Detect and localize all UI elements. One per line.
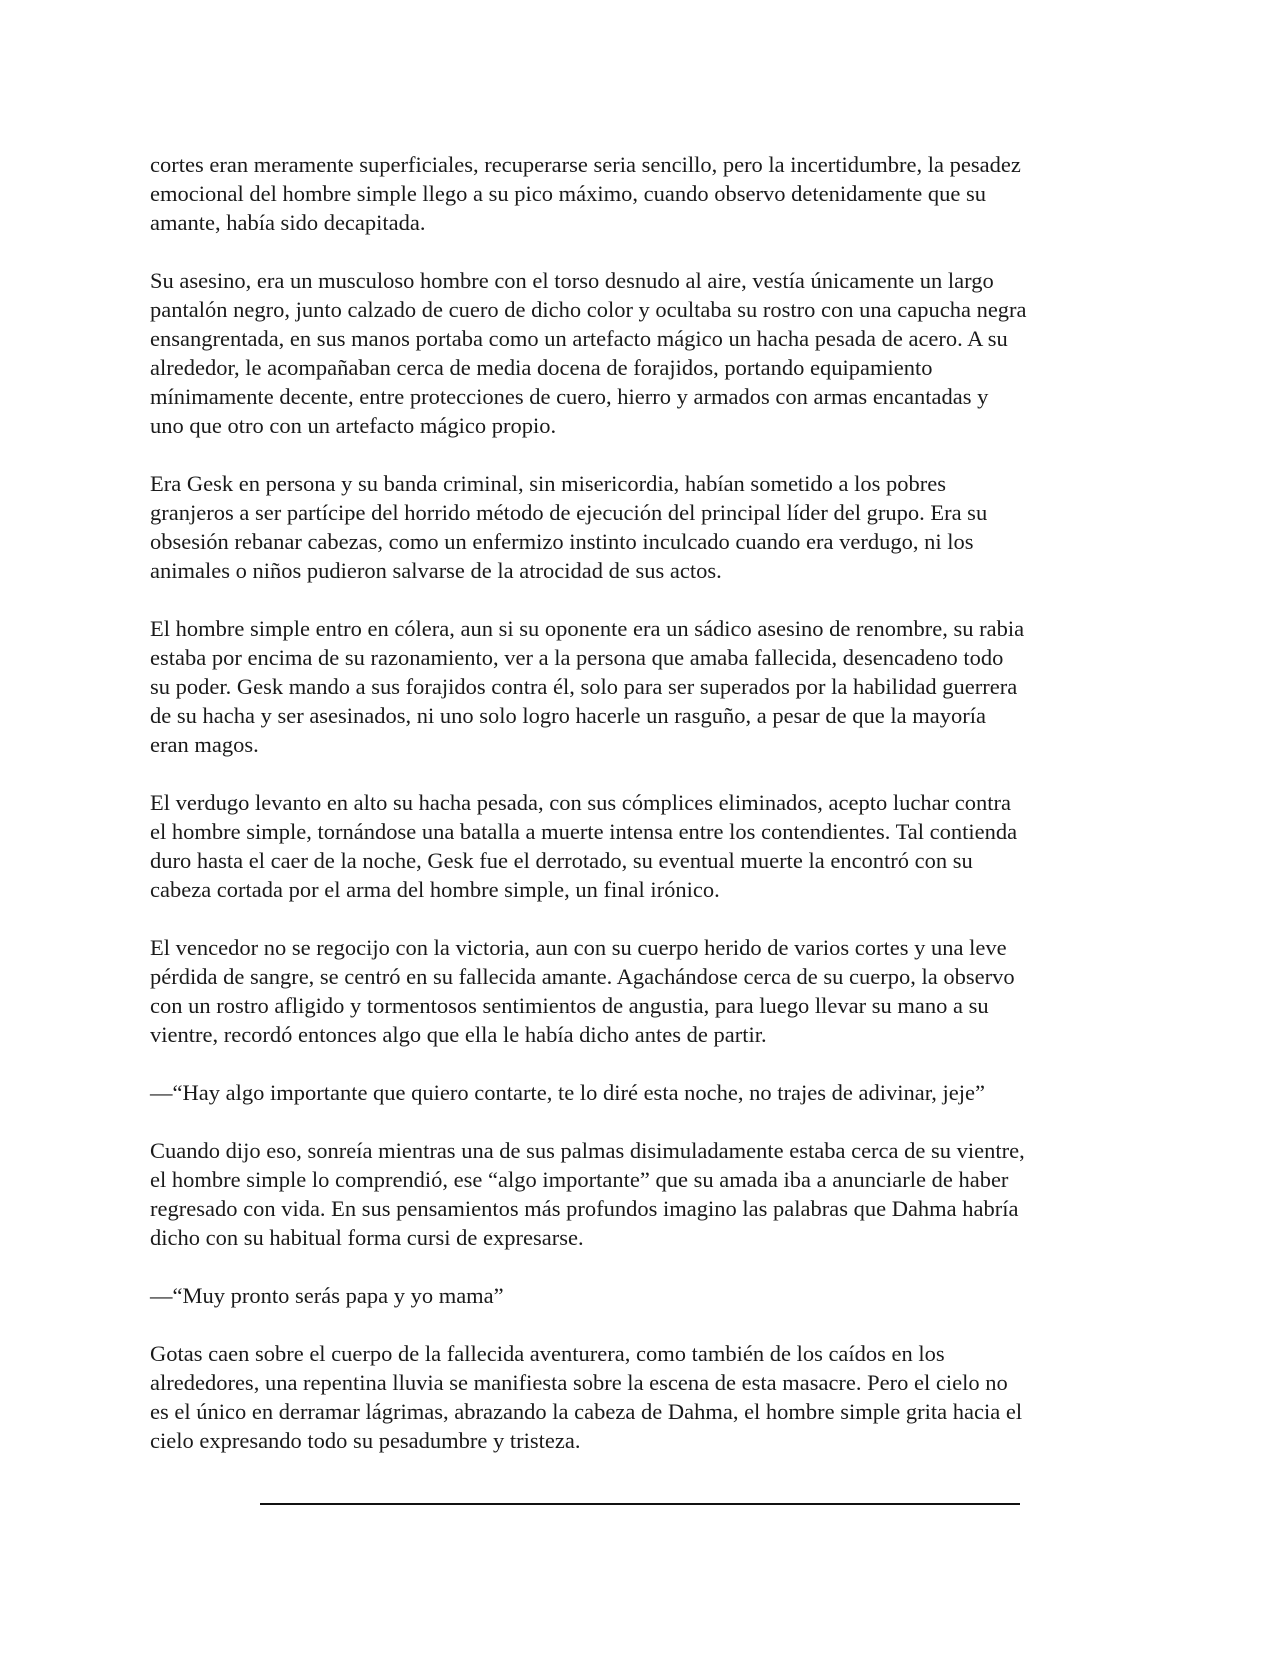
paragraph — [150, 1136, 1130, 1252]
paragraph-line: Era Gesk en persona y su banda criminal, sin misericordia, habían sometido a los pobres — [150, 471, 947, 496]
paragraph-line: pérdida de sangre, se centró en su fallecida amante. Agachándose cerca de su cuerpo, la observo — [150, 964, 1015, 989]
paragraph — [150, 150, 1130, 237]
paragraph-line: granjeros a ser partícipe del horrido método de ejecución del principal líder del grupo. Era su — [150, 500, 988, 525]
paragraph — [150, 1078, 1130, 1107]
paragraph-line: estaba por encima de su razonamiento, ver a la persona que amaba fallecida, desencadeno todo — [150, 645, 1004, 670]
paragraph-line: animales o niños pudieron salvarse de la atrocidad de sus actos. — [150, 558, 722, 583]
paragraph-line: ensangrentada, en sus manos portaba como un artefacto mágico un hacha pesada de acero. A su — [150, 326, 1008, 351]
paragraph-line: dicho con su habitual forma cursi de expresarse. — [150, 1225, 584, 1250]
paragraph-line: de su hacha y ser asesinados, ni uno solo logro hacerle un rasguño, a pesar de que la mayoría — [150, 703, 986, 728]
paragraph-line: cielo expresando todo su pesadumbre y tristeza. — [150, 1428, 581, 1453]
paragraph — [150, 1281, 1130, 1310]
paragraph-line: Su asesino, era un musculoso hombre con el torso desnudo al aire, vestía únicamente un largo — [150, 268, 994, 293]
paragraph-line: mínimamente decente, entre protecciones de cuero, hierro y armados con armas encantadas y — [150, 384, 989, 409]
paragraph — [150, 788, 1130, 904]
paragraph — [150, 469, 1130, 585]
paragraph-line: Gotas caen sobre el cuerpo de la fallecida aventurera, como también de los caídos en los — [150, 1341, 945, 1366]
paragraph-line: el hombre simple lo comprendió, ese “algo importante” que su amada iba a anunciarle de haber — [150, 1167, 1009, 1192]
paragraph-line: el hombre simple, tornándose una batalla a muerte intensa entre los contendientes. Tal contienda — [150, 819, 1018, 844]
document-body — [150, 150, 1130, 1484]
paragraph-line: emocional del hombre simple llego a su pico máximo, cuando observo detenidamente que su — [150, 181, 987, 206]
paragraph-line: alrededores, una repentina lluvia se manifiesta sobre la escena de esta masacre. Pero el cielo no — [150, 1370, 1008, 1395]
paragraph-line: —“Hay algo importante que quiero contarte, te lo diré esta noche, no trajes de adivinar, jeje” — [150, 1080, 986, 1105]
paragraph-line: es el único en derramar lágrimas, abrazando la cabeza de Dahma, el hombre simple grita hacia el — [150, 1399, 1023, 1424]
paragraph-line: alrededor, le acompañaban cerca de media docena de forajidos, portando equipamiento — [150, 355, 933, 380]
paragraph-line: vientre, recordó entonces algo que ella le había dicho antes de partir. — [150, 1022, 767, 1047]
paragraph — [150, 1339, 1130, 1455]
paragraph-line: obsesión rebanar cabezas, como un enfermizo instinto inculcado cuando era verdugo, ni los — [150, 529, 974, 554]
paragraph-line: con un rostro afligido y tormentosos sentimientos de angustia, para luego llevar su mano a su — [150, 993, 989, 1018]
paragraph-line: duro hasta el caer de la noche, Gesk fue el derrotado, su eventual muerte la encontró con su — [150, 848, 973, 873]
paragraph-line: amante, había sido decapitada. — [150, 210, 426, 235]
paragraph-line: cortes eran meramente superficiales, recuperarse seria sencillo, pero la incertidumbre, la pesadez — [150, 152, 1021, 177]
paragraph-line: pantalón negro, junto calzado de cuero de dicho color y ocultaba su rostro con una capucha negra — [150, 297, 1027, 322]
paragraph-line: cabeza cortada por el arma del hombre simple, un final irónico. — [150, 877, 720, 902]
section-divider — [260, 1503, 1020, 1505]
paragraph — [150, 266, 1130, 440]
paragraph — [150, 614, 1130, 759]
paragraph-line: El vencedor no se regocijo con la victoria, aun con su cuerpo herido de varios cortes y una leve — [150, 935, 1007, 960]
paragraph-line: Cuando dijo eso, sonreía mientras una de sus palmas disimuladamente estaba cerca de su vientre, — [150, 1138, 1025, 1163]
paragraph-line: uno que otro con un artefacto mágico propio. — [150, 413, 557, 438]
paragraph-line: El verdugo levanto en alto su hacha pesada, con sus cómplices eliminados, acepto luchar contra — [150, 790, 1011, 815]
paragraph — [150, 933, 1130, 1049]
paragraph-line: —“Muy pronto serás papa y yo mama” — [150, 1283, 504, 1308]
paragraph-line: El hombre simple entro en cólera, aun si su oponente era un sádico asesino de renombre, su rabia — [150, 616, 1025, 641]
paragraph-line: eran magos. — [150, 732, 259, 757]
paragraph-line: regresado con vida. En sus pensamientos más profundos imagino las palabras que Dahma habría — [150, 1196, 1019, 1221]
paragraph-line: su poder. Gesk mando a sus forajidos contra él, solo para ser superados por la habilidad guerrera — [150, 674, 1018, 699]
